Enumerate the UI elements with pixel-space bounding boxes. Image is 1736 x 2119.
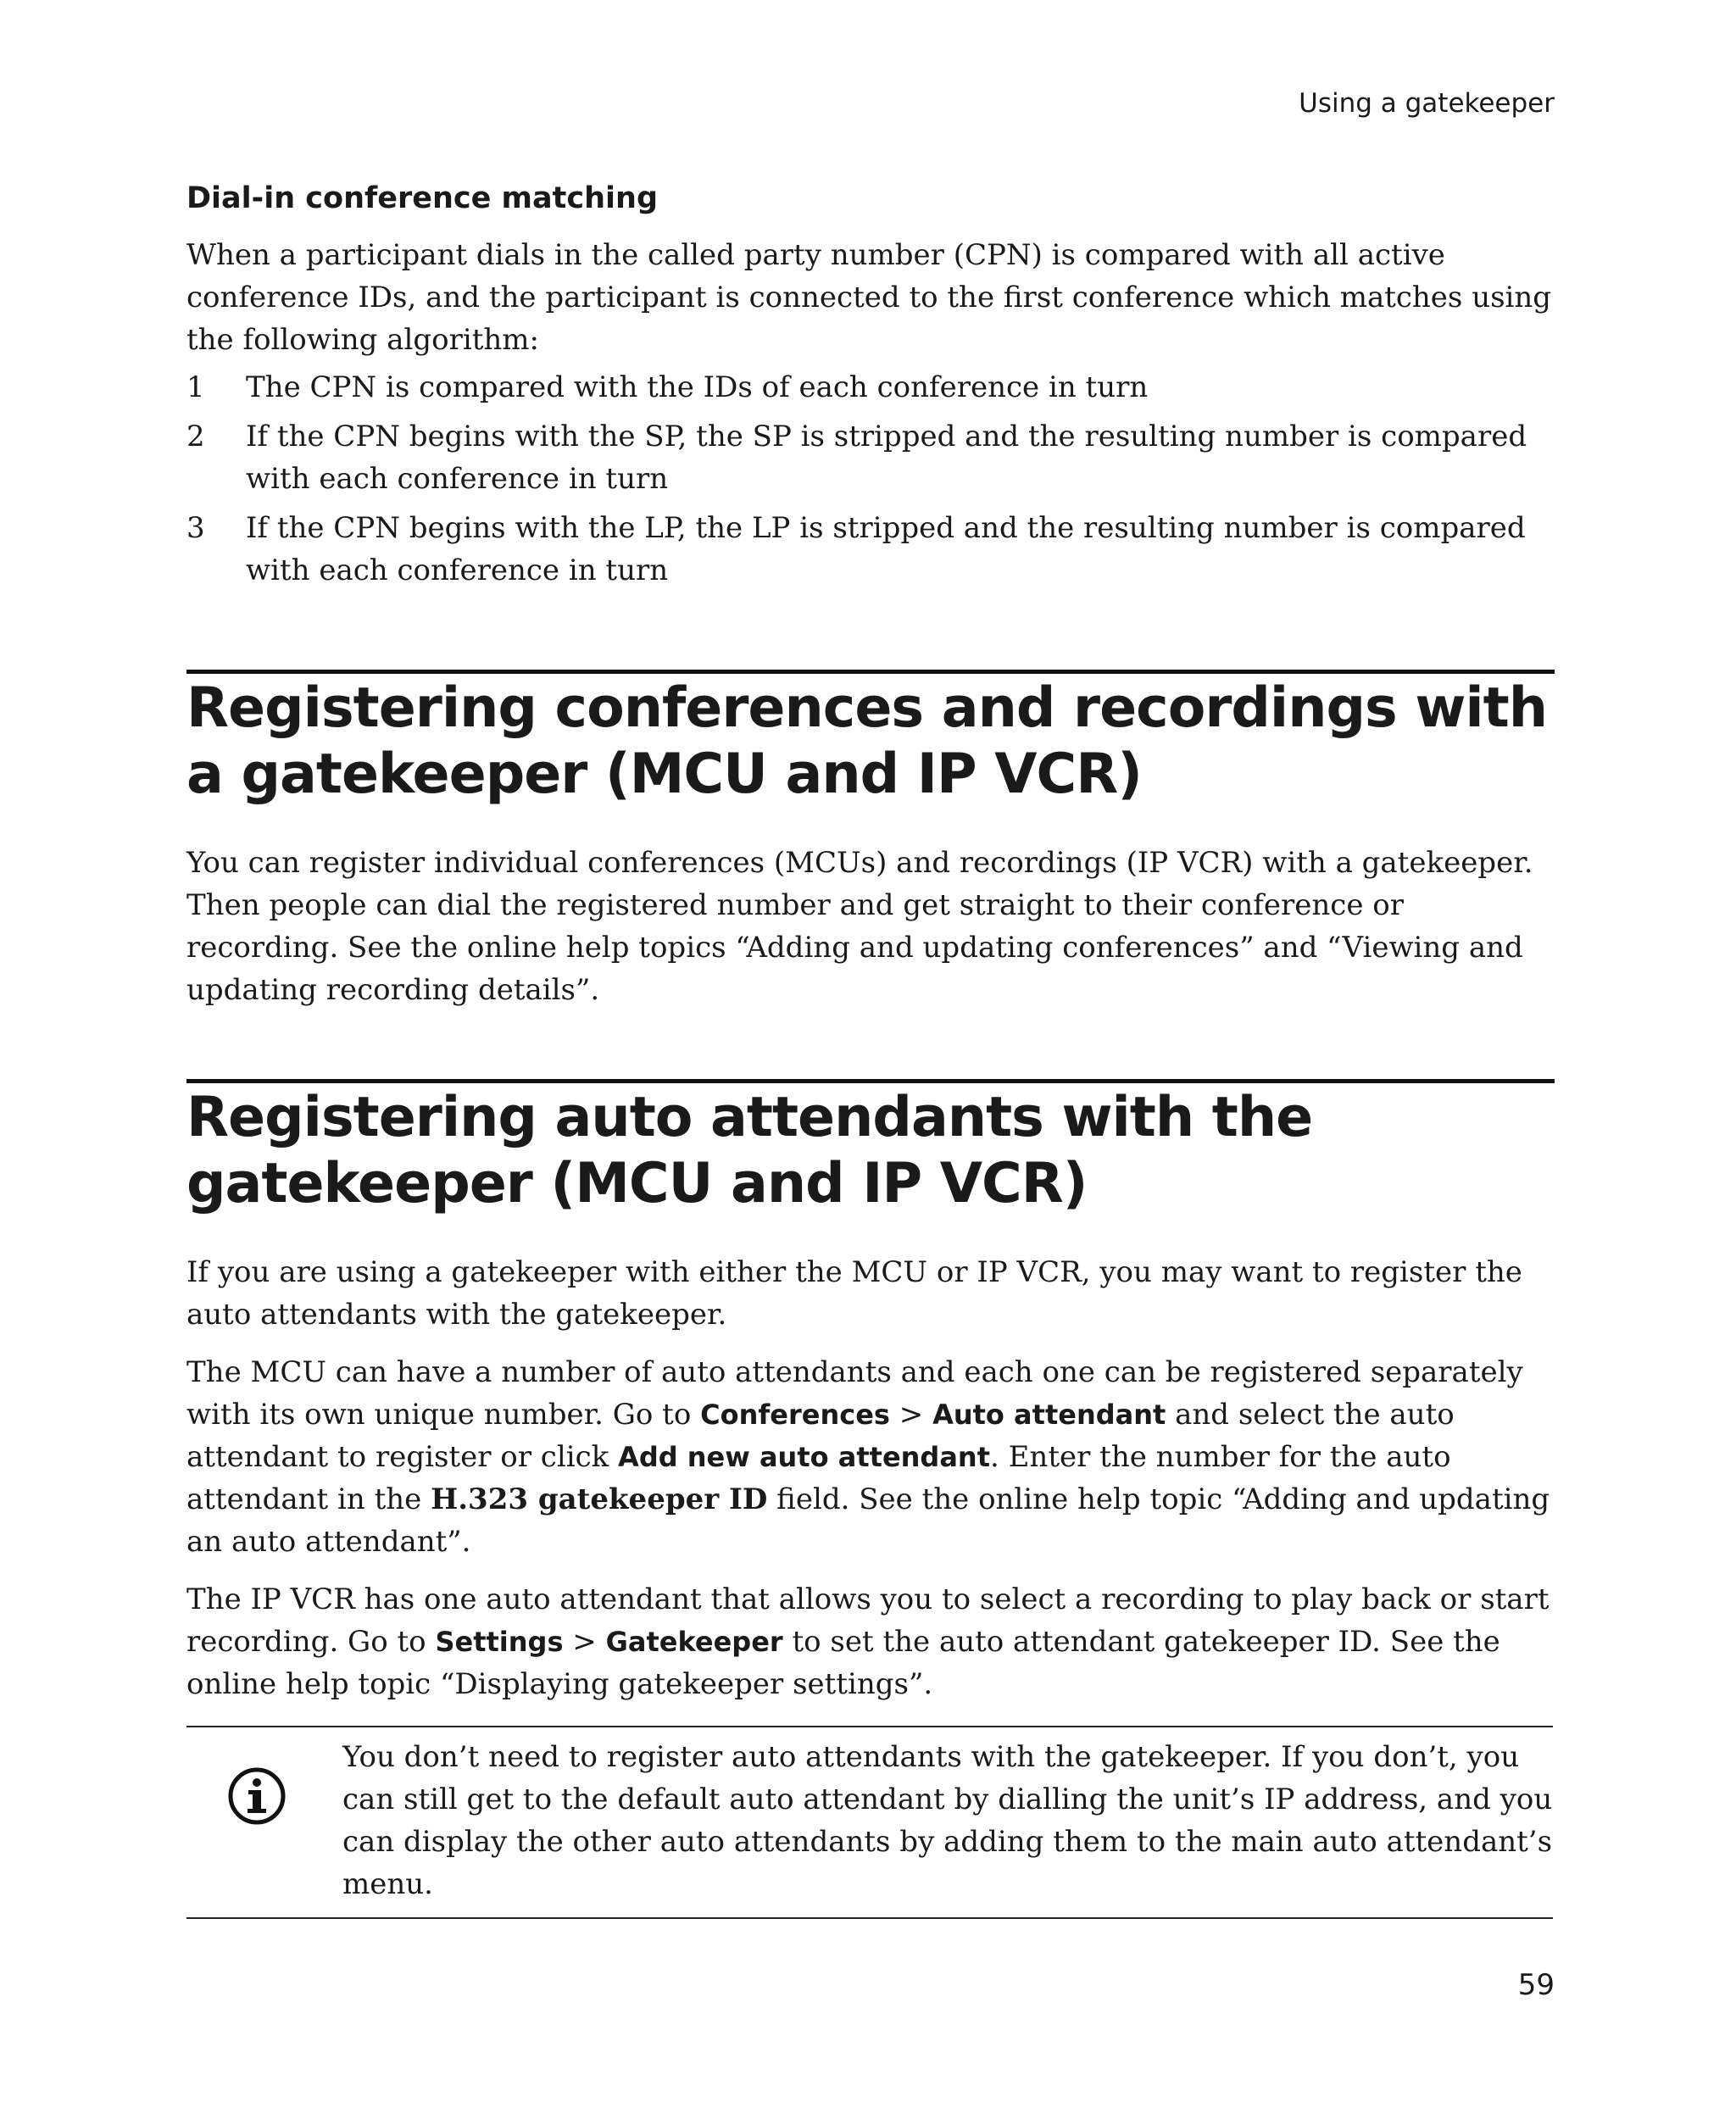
mcu-auto-attendant-paragraph bbox=[186, 1351, 1555, 1563]
note-text: You don’t need to register auto attendants with the gatekeeper. If you don’t, you can still get to the default auto attendant by dialling the unit’s IP address, and you can display the other auto attendants by adding them to the main auto attendant’s menu. bbox=[342, 1740, 1553, 1901]
dialin-intro: When a participant dials in the called party number (CPN) is compared with all active conference IDs, and the participant is connected to the first conference which matches using the following algorithm: bbox=[186, 238, 1552, 357]
menu-path-settings: Settings bbox=[435, 1626, 564, 1658]
section-heading: Registering conferences and recordings with a gatekeeper (MCU and IP VCR) bbox=[186, 676, 1548, 806]
running-header: Using a gatekeeper bbox=[1299, 88, 1555, 119]
text-run: . Enter the number for the auto attendant in the bbox=[186, 1440, 1451, 1516]
step-number: 1 bbox=[186, 370, 205, 404]
menu-path-gatekeeper: Gatekeeper bbox=[605, 1626, 783, 1658]
step-text: The CPN is compared with the IDs of each conference in turn bbox=[246, 370, 1149, 404]
text-run: and select the auto attendant to register or click bbox=[186, 1398, 1455, 1474]
page-number: 59 bbox=[1517, 1968, 1555, 2002]
step-number: 3 bbox=[186, 511, 205, 545]
add-new-auto-attendant-label: Add new auto attendant bbox=[618, 1441, 990, 1473]
page-content bbox=[186, 178, 1555, 1919]
text-run: The MCU can have a number of auto attendants and each one can be registered separately with its own unique number. Go to bbox=[186, 1355, 1523, 1432]
step-text: If the CPN begins with the SP, the SP is stripped and the resulting number is compared with each conference in turn bbox=[246, 420, 1527, 496]
gatekeeper-id-field-label: H.323 gatekeeper ID bbox=[431, 1482, 768, 1516]
text-run: field. See the online help topic “Adding and updating an auto attendant”. bbox=[186, 1482, 1550, 1559]
info-icon bbox=[227, 1766, 287, 1826]
info-note bbox=[186, 1726, 1553, 1919]
text-run: to set the auto attendant gatekeeper ID. See the online help topic “Displaying gatekeeper settings”. bbox=[186, 1625, 1500, 1701]
list-item bbox=[186, 366, 1555, 409]
list-item bbox=[186, 507, 1555, 592]
menu-separator: > bbox=[563, 1625, 606, 1659]
dialin-subheading: Dial-in conference matching bbox=[186, 181, 659, 215]
menu-separator: > bbox=[889, 1398, 933, 1432]
list-item bbox=[186, 415, 1555, 500]
section-register-conferences bbox=[186, 670, 1555, 1011]
ipvcr-auto-attendant-paragraph bbox=[186, 1578, 1555, 1705]
auto-attendant-intro: If you are using a gatekeeper with either the MCU or IP VCR, you may want to register the auto attendants with the gatekeeper. bbox=[186, 1255, 1522, 1332]
section-heading: Registering auto attendants with the gatekeeper (MCU and IP VCR) bbox=[186, 1086, 1313, 1215]
algorithm-steps bbox=[186, 366, 1555, 592]
text-run: The IP VCR has one auto attendant that allows you to select a recording to play back or start recording. Go to bbox=[186, 1582, 1550, 1659]
menu-path-conferences: Conferences bbox=[700, 1399, 890, 1431]
section-register-auto-attendants bbox=[186, 1079, 1555, 1919]
menu-path-auto-attendant: Auto attendant bbox=[932, 1399, 1166, 1431]
step-text: If the CPN begins with the LP, the LP is stripped and the resulting number is compared with each conference in turn bbox=[246, 511, 1526, 587]
section-body: You can register individual conferences (MCUs) and recordings (IP VCR) with a gatekeeper. Then people can dial the registered number and get straight to their conference or recording. See the online help topics “Adding and updating conferences” and “Viewing and updating recording details”. bbox=[186, 846, 1533, 1007]
step-number: 2 bbox=[186, 420, 205, 453]
